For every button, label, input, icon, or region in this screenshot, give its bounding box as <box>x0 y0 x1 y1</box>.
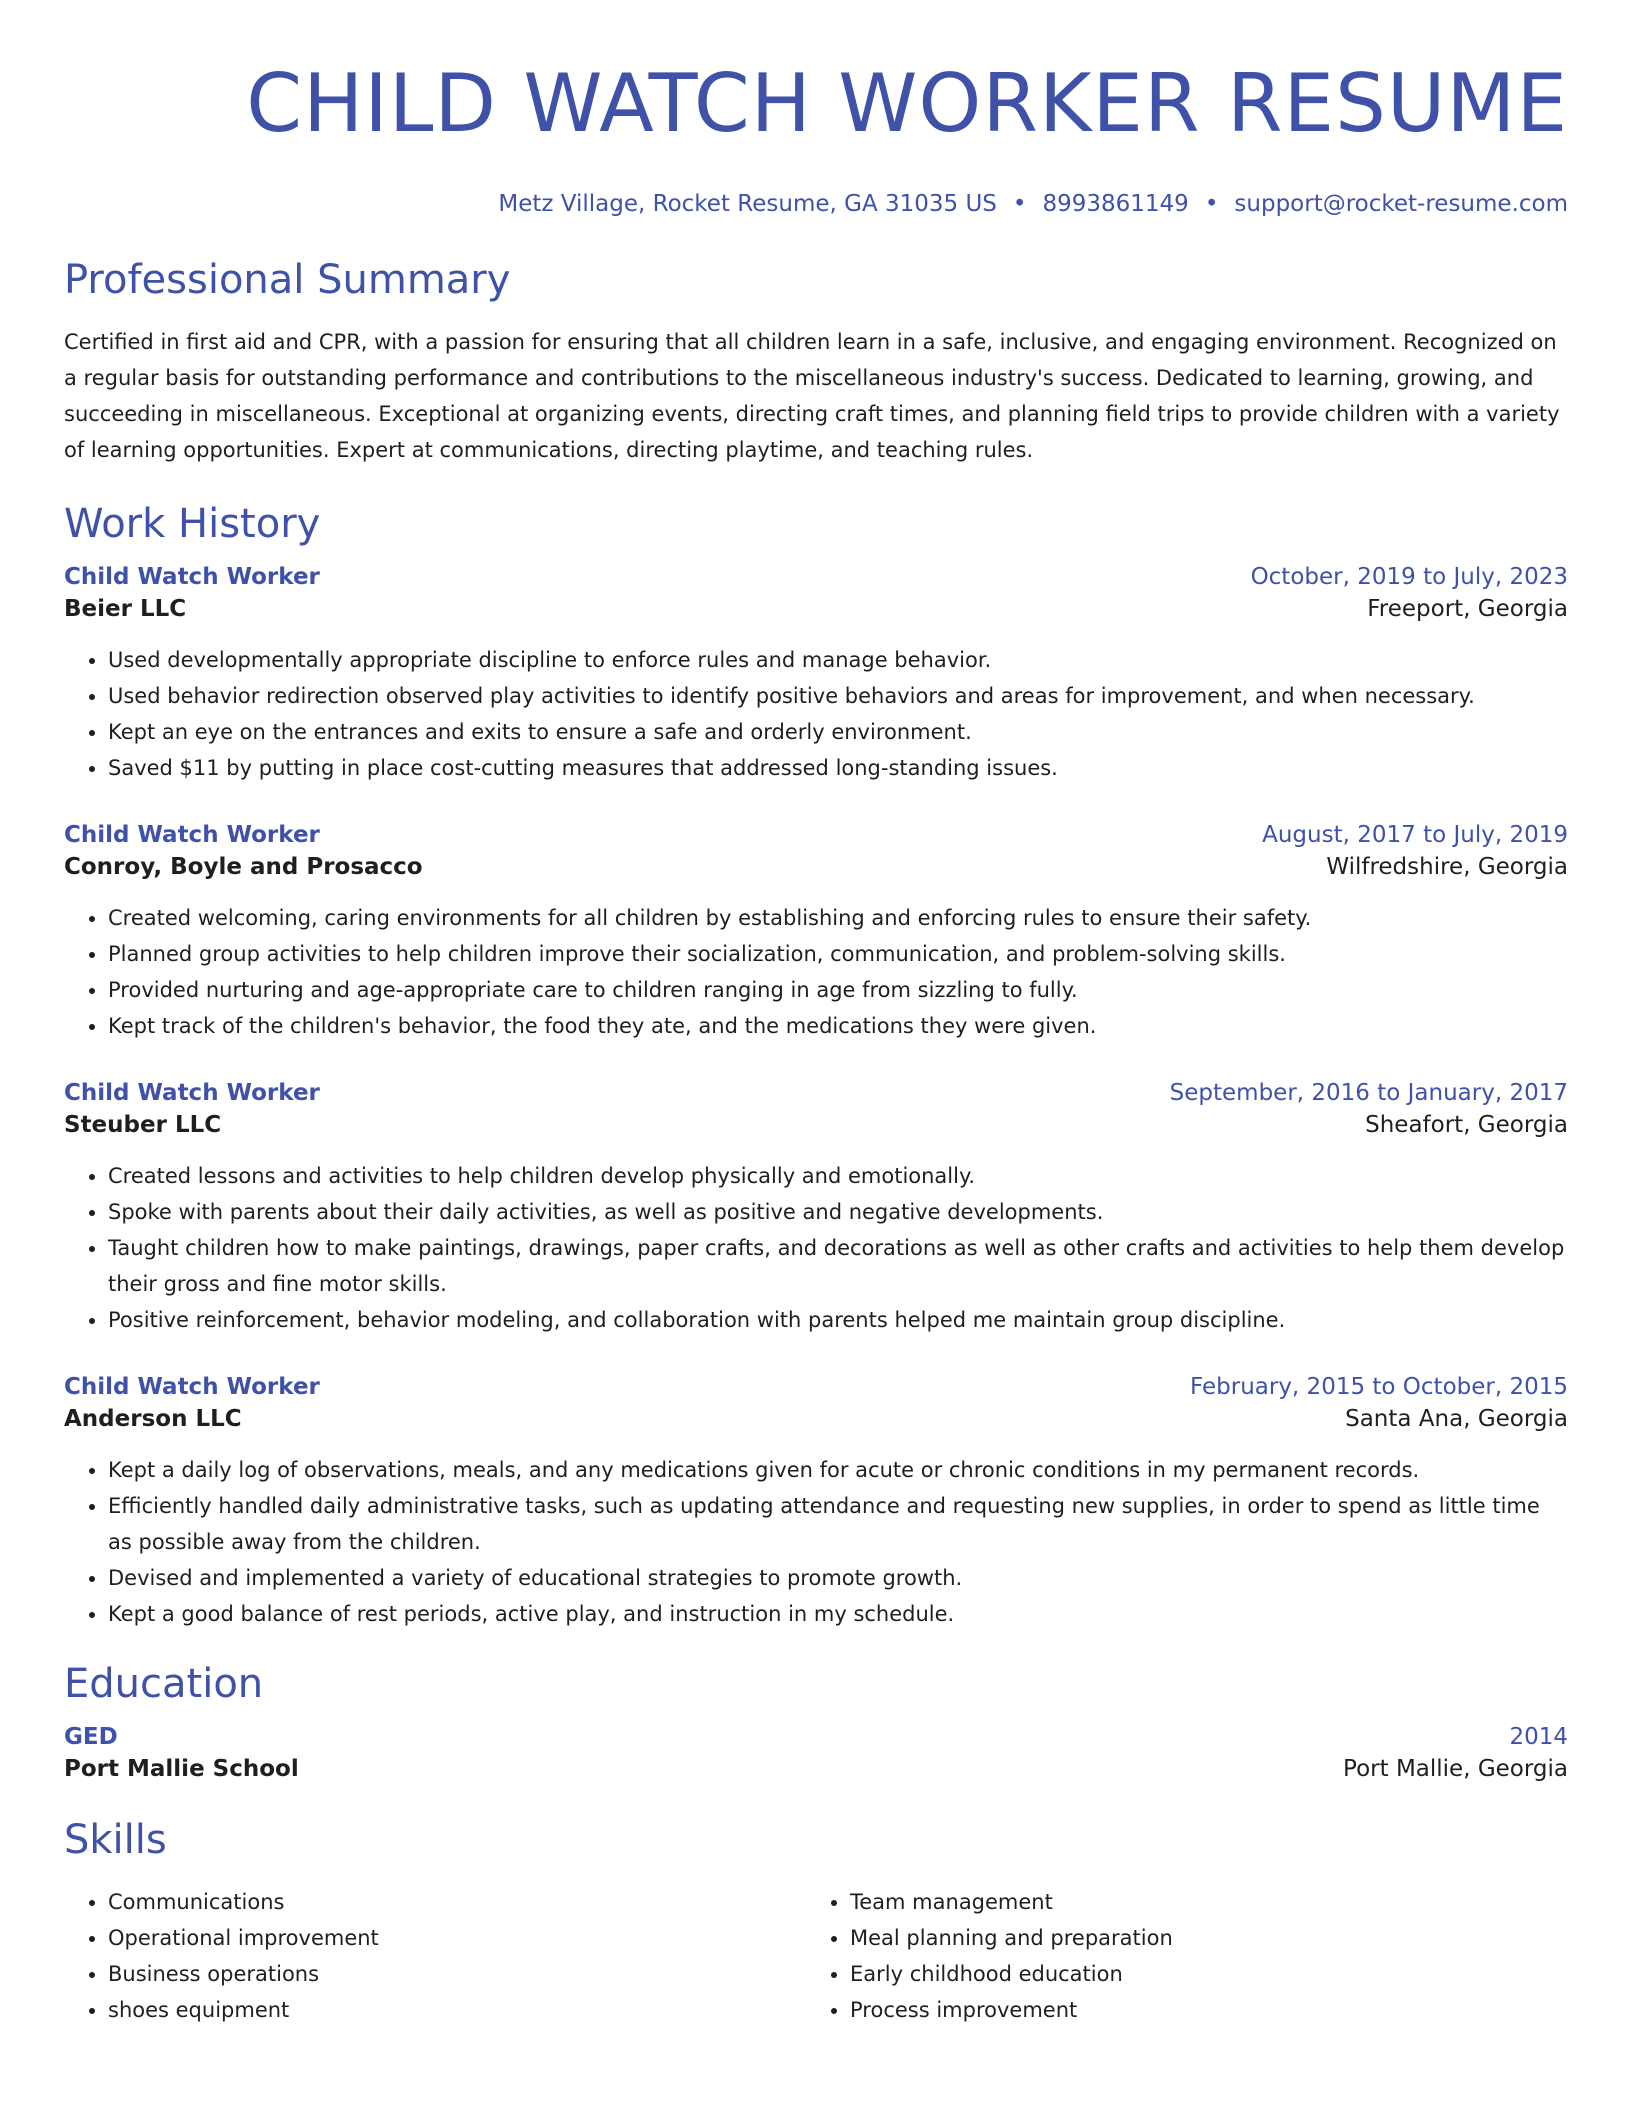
summary-text: Certified in first aid and CPR, with a passion for ensuring that all children learn in a safe, inclusive, and engaging environment. Recognized on a regular basis for outstanding performance and contributions to the miscellaneous industry's success. Dedicated to learning, growing, and succeeding in miscellaneous. Exceptional at organizing events, directing craft times, and planning field trips to provide children with a variety of learning opportunities. Expert at communications, directing playtime, and teaching rules. <box>64 330 1560 462</box>
job-bullets <box>64 1158 1568 1338</box>
resume-header <box>64 56 1568 218</box>
job-entry <box>64 1078 1568 1338</box>
skills-column-left <box>64 1884 806 2028</box>
job-entry <box>64 1372 1568 1632</box>
list-item: • Process improvement <box>850 1992 1548 2028</box>
education-header-row <box>64 1722 1568 1752</box>
list-item: • Created lessons and activities to help children develop physically and emotionally. <box>108 1158 1568 1194</box>
education-year: 2014 <box>1509 1724 1568 1750</box>
section-title-education: Education <box>64 1661 264 1707</box>
education-entry <box>64 1722 1568 1786</box>
job-entry <box>64 562 1568 786</box>
job-role: Child Watch Worker <box>64 564 320 590</box>
education-school-row <box>64 1752 1568 1786</box>
job-company-row <box>64 850 1568 884</box>
job-location: Freeport, Georgia <box>1367 596 1568 622</box>
job-location: Sheafort, Georgia <box>1365 1112 1568 1138</box>
skills-list <box>64 1884 1568 2028</box>
skills-column-right <box>806 1884 1548 2028</box>
job-company: Beier LLC <box>64 596 187 622</box>
education-school: Port Mallie School <box>64 1756 299 1782</box>
job-bullets <box>64 900 1568 1044</box>
list-item: • Planned group activities to help children improve their socialization, communication, and problem-solving skills. <box>108 936 1568 972</box>
job-header-row <box>64 820 1568 850</box>
list-item: • Efficiently handled daily administrative tasks, such as updating attendance and requesting new supplies, in order to spend as little time as possible away from the children. <box>108 1488 1568 1560</box>
education-degree: GED <box>64 1724 118 1750</box>
list-item: • Taught children how to make paintings, drawings, paper crafts, and decorations as well as other crafts and activities to help them develop their gross and fine motor skills. <box>108 1230 1568 1302</box>
job-header-row <box>64 562 1568 592</box>
job-company: Steuber LLC <box>64 1112 222 1138</box>
list-item: • Team management <box>850 1884 1548 1920</box>
list-item: • Kept track of the children's behavior, the food they ate, and the medications they were given. <box>108 1008 1568 1044</box>
section-title-summary: Professional Summary <box>64 257 511 303</box>
contact-phone: 8993861149 <box>1042 191 1189 217</box>
job-company-row <box>64 1402 1568 1436</box>
list-item: • Meal planning and preparation <box>850 1920 1548 1956</box>
contact-line <box>64 190 1568 218</box>
job-dates: September, 2016 to January, 2017 <box>1169 1080 1568 1106</box>
list-item: • Used behavior redirection observed play activities to identify positive behaviors and areas for improvement, and when necessary. <box>108 678 1568 714</box>
list-item: • Business operations <box>108 1956 806 1992</box>
list-item: • Communications <box>108 1884 806 1920</box>
job-company-row <box>64 592 1568 626</box>
list-item: • Kept a daily log of observations, meals, and any medications given for acute or chronic conditions in my permanent records. <box>108 1452 1568 1488</box>
list-item: • Devised and implemented a variety of educational strategies to promote growth. <box>108 1560 1568 1596</box>
list-item: • Kept a good balance of rest periods, active play, and instruction in my schedule. <box>108 1596 1568 1632</box>
job-header-row <box>64 1372 1568 1402</box>
job-dates: August, 2017 to July, 2019 <box>1262 822 1568 848</box>
job-location: Santa Ana, Georgia <box>1345 1406 1568 1432</box>
contact-email: support@rocket-resume.com <box>1234 191 1568 217</box>
list-item: • Provided nurturing and age-appropriate care to children ranging in age from sizzling to fully. <box>108 972 1568 1008</box>
resume-title: CHILD WATCH WORKER RESUME <box>246 57 1568 150</box>
job-dates: October, 2019 to July, 2023 <box>1250 564 1568 590</box>
section-title-skills: Skills <box>64 1817 167 1863</box>
list-item: • Positive reinforcement, behavior modeling, and collaboration with parents helped me maintain group discipline. <box>108 1302 1568 1338</box>
contact-separator: • <box>1204 191 1219 217</box>
job-header-row <box>64 1078 1568 1108</box>
job-location: Wilfredshire, Georgia <box>1326 854 1568 880</box>
contact-address: Metz Village, Rocket Resume, GA 31035 US <box>498 191 997 217</box>
job-dates: February, 2015 to October, 2015 <box>1190 1374 1568 1400</box>
list-item: • Used developmentally appropriate discipline to enforce rules and manage behavior. <box>108 642 1568 678</box>
job-role: Child Watch Worker <box>64 1080 320 1106</box>
job-company-row <box>64 1108 1568 1142</box>
list-item: • Kept an eye on the entrances and exits to ensure a safe and orderly environment. <box>108 714 1568 750</box>
job-role: Child Watch Worker <box>64 1374 320 1400</box>
list-item: • Created welcoming, caring environments for all children by establishing and enforcing rules to ensure their safety. <box>108 900 1568 936</box>
education-location: Port Mallie, Georgia <box>1343 1756 1568 1782</box>
section-title-work-history: Work History <box>64 501 321 547</box>
list-item: • shoes equipment <box>108 1992 806 2028</box>
list-item: • Operational improvement <box>108 1920 806 1956</box>
job-company: Anderson LLC <box>64 1406 242 1432</box>
job-entry <box>64 820 1568 1044</box>
contact-separator: • <box>1012 191 1027 217</box>
job-bullets <box>64 1452 1568 1632</box>
job-company: Conroy, Boyle and Prosacco <box>64 854 423 880</box>
job-role: Child Watch Worker <box>64 822 320 848</box>
list-item: • Saved $11 by putting in place cost-cutting measures that addressed long-standing issues. <box>108 750 1568 786</box>
list-item: • Spoke with parents about their daily activities, as well as positive and negative developments. <box>108 1194 1568 1230</box>
list-item: • Early childhood education <box>850 1956 1548 1992</box>
job-bullets <box>64 642 1568 786</box>
